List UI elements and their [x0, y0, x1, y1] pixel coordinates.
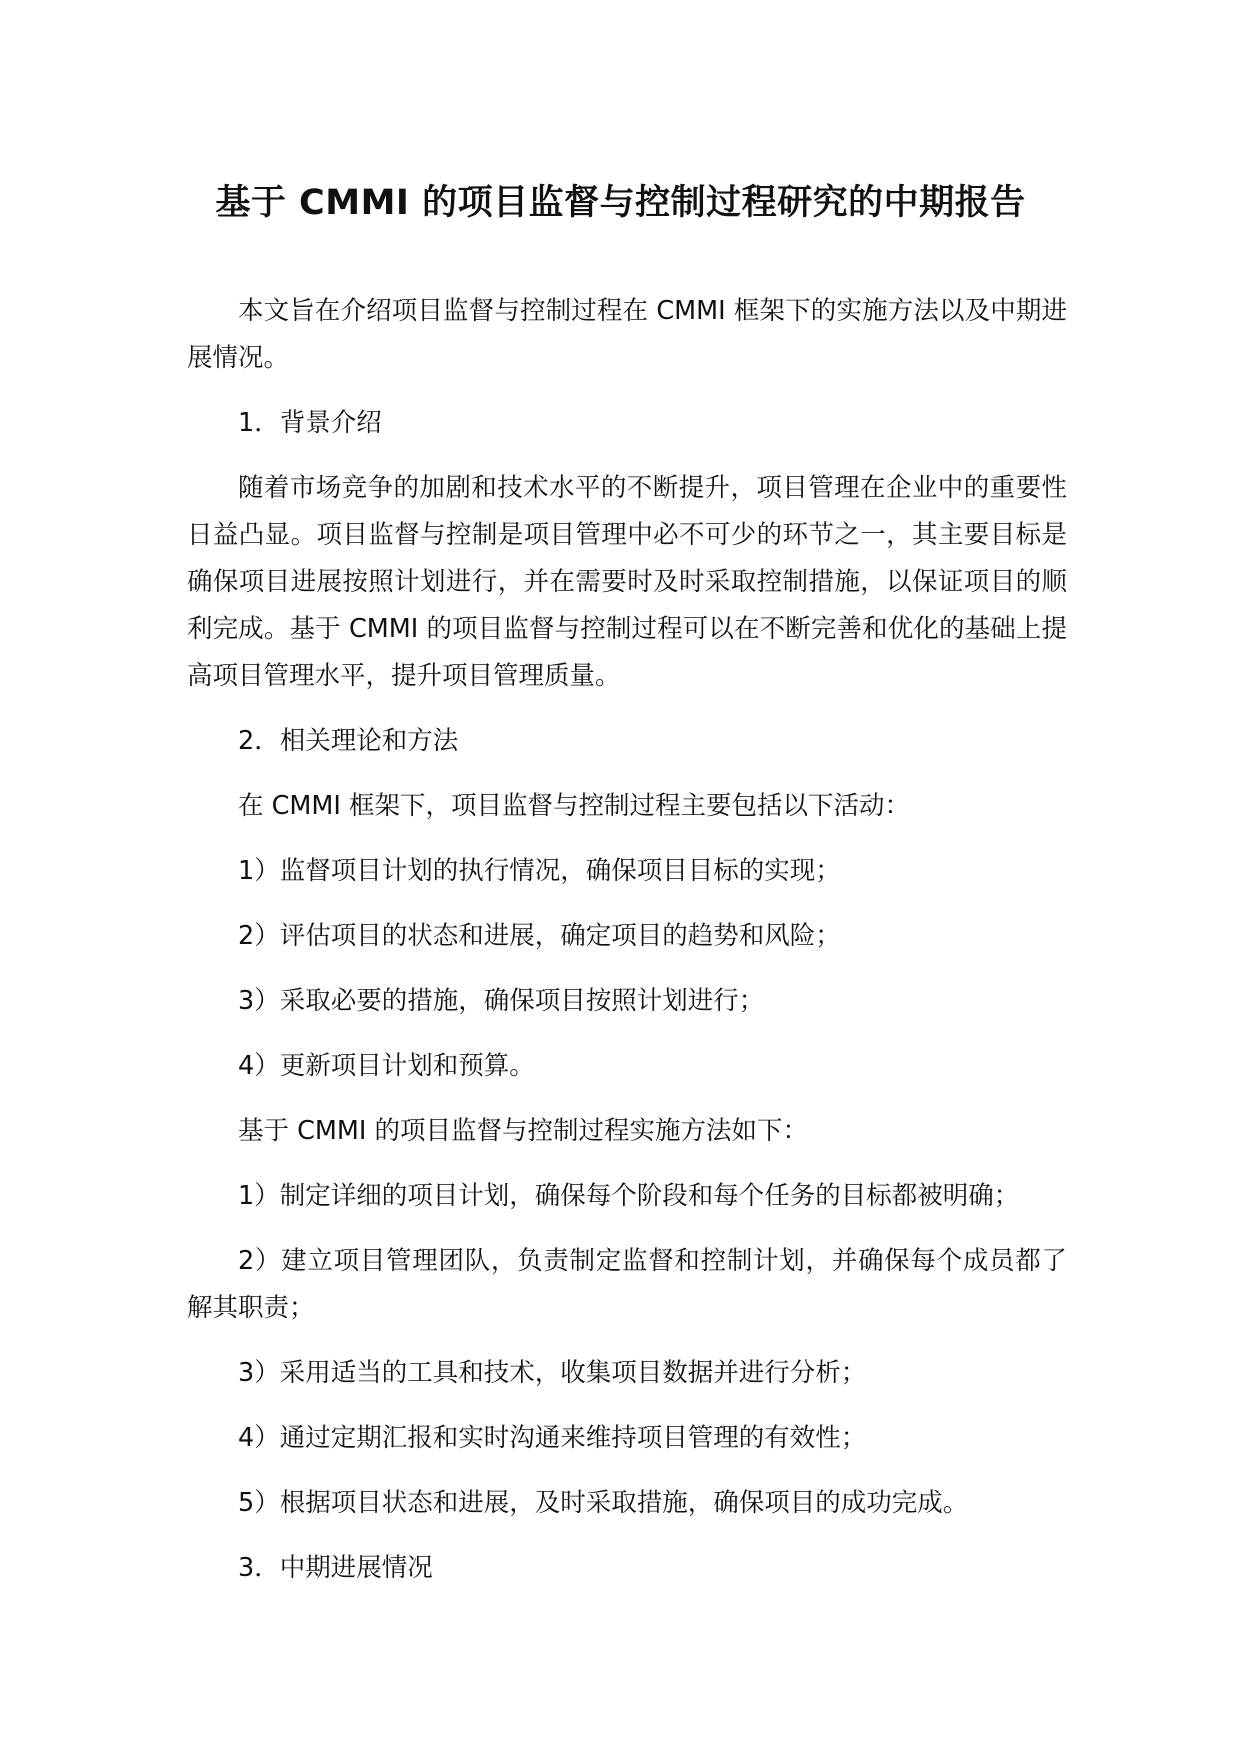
background-paragraph: 随着市场竞争的加剧和技术水平的不断提升，项目管理在企业中的重要性日益凸显。项目监督与控制是项目管理中必不可少的环节之一，其主要目标是确保项目进展按照计划进行，并在需要时及时采取控制措施，以保证项目的顺利完成。基于 CMMI 的项目监督与控制过程可以在不断完善和优化的基础上提高项目管理水平，提升项目管理质量。 [187, 473, 1067, 691]
intro-paragraph: 本文旨在介绍项目监督与控制过程在 CMMI 框架下的实施方法以及中期进展情况。 [187, 296, 1067, 373]
document-body [187, 288, 1067, 1610]
section-heading-theory: 2．相关理论和方法 [238, 726, 459, 756]
method-item: 3）采用适当的工具和技术，收集项目数据并进行分析； [238, 1358, 867, 1388]
section-heading-background: 1．背景介绍 [238, 408, 382, 438]
section-heading-progress: 3．中期进展情况 [238, 1553, 433, 1583]
activity-item: 2）评估项目的状态和进展，确定项目的趋势和风险； [238, 921, 841, 951]
method-item: 4）通过定期汇报和实时沟通来维持项目管理的有效性； [238, 1423, 867, 1453]
document-title: 基于 CMMI 的项目监督与控制过程研究的中期报告 [215, 183, 1026, 223]
methods-intro: 基于 CMMI 的项目监督与控制过程实施方法如下： [238, 1116, 809, 1146]
method-item: 1）制定详细的项目计划，确保每个阶段和每个任务的目标都被明确； [238, 1181, 1020, 1211]
activity-item: 3）采取必要的措施，确保项目按照计划进行； [238, 986, 765, 1016]
method-item: 5）根据项目状态和进展，及时采取措施，确保项目的成功完成。 [238, 1488, 969, 1518]
activity-item: 4）更新项目计划和预算。 [238, 1051, 535, 1081]
method-item: 2）建立项目管理团队，负责制定监督和控制计划，并确保每个成员都了解其职责； [187, 1246, 1067, 1323]
activities-intro: 在 CMMI 框架下，项目监督与控制过程主要包括以下活动： [238, 791, 911, 821]
activity-item: 1）监督项目计划的执行情况，确保项目目标的实现； [238, 856, 841, 886]
